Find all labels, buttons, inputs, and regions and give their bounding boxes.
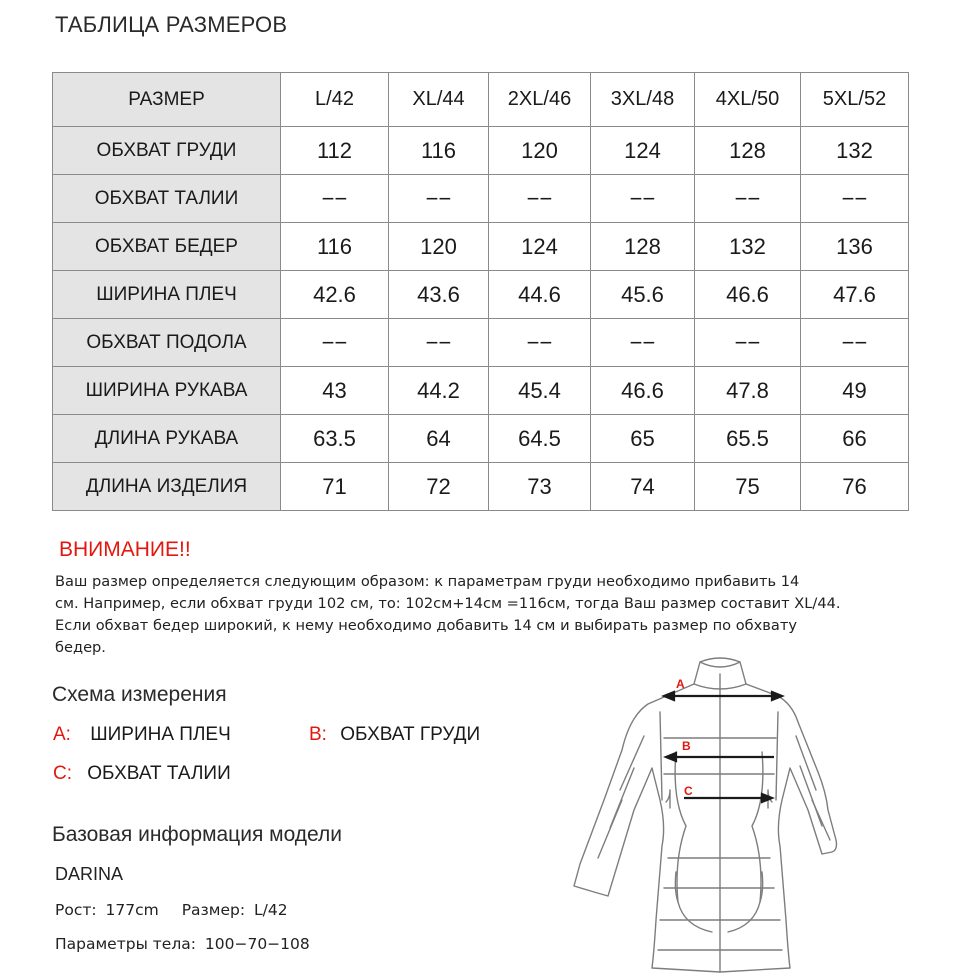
table-cell: 46.6 [591,367,695,415]
legend-key: C: [53,763,72,784]
table-cell: 66 [801,415,909,463]
size-header-cell: L/42 [281,73,389,127]
size-value: L/42 [254,901,288,919]
legend-item-a [53,724,231,746]
model-height-size [55,901,288,919]
table-cell: 46.6 [695,271,801,319]
table-cell: −− [695,175,801,223]
arrow-head [772,692,782,700]
table-cell: 112 [281,127,389,175]
warning-line: Если обхват бедер широкий, к нему необходимо добавить 14 см и выбирать размер по обхвату [55,617,797,634]
table-cell: −− [801,175,909,223]
table-cell: −− [591,175,695,223]
table-cell: −− [591,319,695,367]
row-label-cell: ОБХВАТ ГРУДИ [53,127,281,175]
table-row [53,175,909,223]
table-cell: 120 [389,223,489,271]
table-cell: −− [281,175,389,223]
table-cell: 65.5 [695,415,801,463]
row-label-cell: ШИРИНА ПЛЕЧ [53,271,281,319]
table-cell: −− [489,319,591,367]
height-label: Рост: [55,901,97,919]
table-cell: −− [389,319,489,367]
warning-line: бедер. [55,639,106,656]
table-cell: −− [281,319,389,367]
legend-label: ОБХВАТ ГРУДИ [340,724,481,745]
params-label: Параметры тела: [55,935,196,953]
page-title: ТАБЛИЦА РАЗМЕРОВ [55,12,288,37]
table-cell: 76 [801,463,909,511]
warning-line: Ваш размер определяется следующим образом: к параметрам груди необходимо прибавить 14 [55,573,800,590]
row-label-cell: ДЛИНА РУКАВА [53,415,281,463]
table-row [53,367,909,415]
table-cell: 47.8 [695,367,801,415]
table-cell: 72 [389,463,489,511]
table-cell: 132 [695,223,801,271]
scheme-title: Схема измерения [52,683,227,706]
table-cell: 65 [591,415,695,463]
table-cell: 128 [591,223,695,271]
table-cell: 73 [489,463,591,511]
table-row [53,223,909,271]
table-cell: 136 [801,223,909,271]
arrow-head [664,692,674,700]
table-cell: −− [695,319,801,367]
table-cell: −− [801,319,909,367]
marker-c: C [684,784,693,798]
model-info-title: Базовая информация модели [52,823,343,846]
table-cell: 64 [389,415,489,463]
model-body-params [55,935,310,953]
warning-line: см. Например, если обхват груди 102 см, то: 102см+14см =116см, тогда Ваш размер составит XL/44. [55,595,841,612]
table-cell: 74 [591,463,695,511]
table-cell: 43.6 [389,271,489,319]
legend-label: ШИРИНА ПЛЕЧ [90,724,231,745]
row-label-cell: ОБХВАТ БЕДЕР [53,223,281,271]
table-row [53,271,909,319]
table-row [53,463,909,511]
marker-a: A [676,677,685,691]
legend-key: B: [309,724,327,745]
size-header-cell: 5XL/52 [801,73,909,127]
table-cell: 124 [591,127,695,175]
table-cell: 45.4 [489,367,591,415]
row-label-cell: ОБХВАТ ПОДОЛА [53,319,281,367]
table-cell: −− [389,175,489,223]
table-cell: 120 [489,127,591,175]
table-cell: 47.6 [801,271,909,319]
legend-item-b [309,724,480,746]
table-cell: 132 [801,127,909,175]
size-header-cell: 3XL/48 [591,73,695,127]
jacket-measurement-diagram [560,650,870,975]
height-value: 177cm [105,901,159,919]
table-cell: 75 [695,463,801,511]
row-label-cell: ОБХВАТ ТАЛИИ [53,175,281,223]
table-cell: 44.6 [489,271,591,319]
table-cell: 43 [281,367,389,415]
legend-label: ОБХВАТ ТАЛИИ [87,763,231,784]
table-cell: −− [489,175,591,223]
table-cell: 71 [281,463,389,511]
warning-title: ВНИМАНИЕ!! [59,538,191,561]
table-row [53,319,909,367]
jacket-outline [574,658,837,972]
size-header-cell: XL/44 [389,73,489,127]
table-cell: 42.6 [281,271,389,319]
row-label-cell: ШИРИНА РУКАВА [53,367,281,415]
table-cell: 49 [801,367,909,415]
marker-b: B [682,739,691,753]
table-cell: 64.5 [489,415,591,463]
size-table [52,72,909,511]
table-cell: 116 [281,223,389,271]
table-cell: 124 [489,223,591,271]
warning-text [55,571,925,659]
size-label: Размер: [181,901,246,919]
row-label-cell: ДЛИНА ИЗДЕЛИЯ [53,463,281,511]
arrow-head [666,753,676,761]
table-header-row [53,73,909,127]
table-cell: 128 [695,127,801,175]
table-cell: 116 [389,127,489,175]
legend-item-c [53,763,231,785]
legend-key: A: [53,724,71,745]
table-row [53,415,909,463]
table-cell: 45.6 [591,271,695,319]
table-cell: 63.5 [281,415,389,463]
model-name: DARINA [55,864,124,884]
header-label-cell: РАЗМЕР [53,73,281,127]
table-cell: 44.2 [389,367,489,415]
size-header-cell: 2XL/46 [489,73,591,127]
params-value: 100−70−108 [204,935,310,953]
size-header-cell: 4XL/50 [695,73,801,127]
table-row [53,127,909,175]
